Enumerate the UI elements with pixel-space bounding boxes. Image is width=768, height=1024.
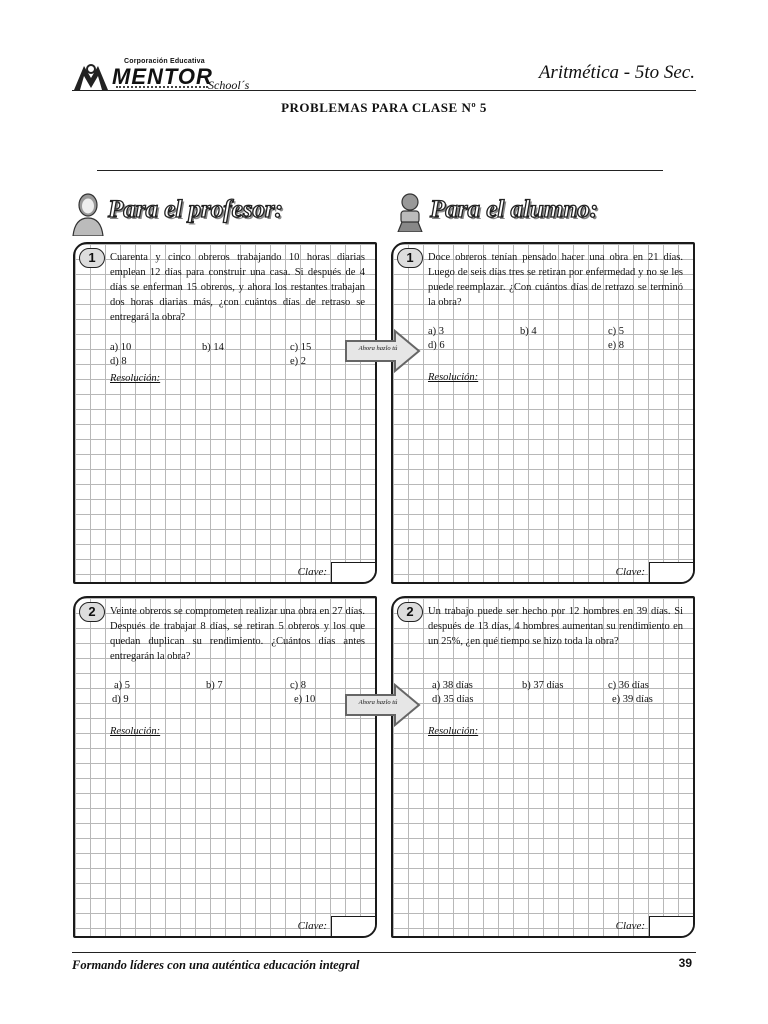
page-title: PROBLEMAS PARA CLASE Nº 5 [281, 100, 487, 115]
problem-options [110, 678, 365, 708]
option-d: d) 35 días [432, 694, 474, 705]
option-e: e) 8 [608, 340, 625, 351]
problem-box-student-2 [391, 596, 695, 938]
problem-question: Doce obreros tenían pensado hacer una obra en 21 días. Luego de seis días tres se retiran por enfermedad y no se les puede reemplazar. ¿Con cuántos días de retrazo se terminó la obra? [428, 252, 683, 308]
option-e: e) 2 [290, 356, 307, 367]
option-b: b) 37 días [522, 680, 564, 691]
problem-number: 2 [79, 602, 105, 622]
problem-question: Veinte obreros se comprometen realizar una obra en 27 días. Después de trabajar 8 días, se retiran 5 obreros y los que quedan duplican su rendimiento. ¿Cuántos días antes entregarán la obra? [110, 606, 365, 662]
answer-key-field[interactable] [649, 916, 695, 938]
logo-main-text: MENTOR [112, 64, 213, 89]
footer-divider [72, 952, 696, 953]
problem-box-teacher-2 [73, 596, 377, 938]
logo-dots [116, 86, 208, 88]
problem-number: 1 [79, 248, 105, 268]
answer-key-label: Clave: [297, 920, 327, 932]
subject-title: Aritmética - 5to Sec. [538, 62, 695, 83]
try-it-arrow [345, 683, 421, 727]
problem-options [428, 678, 683, 708]
student-banner-label: Para el alumno: [430, 196, 599, 223]
answer-key-label: Clave: [615, 566, 645, 578]
resolution-label: Resolución: [110, 373, 161, 384]
option-b: b) 4 [520, 326, 537, 337]
footer-motto: Formando líderes con una auténtica educación integral [72, 958, 360, 972]
option-b: b) 7 [206, 680, 223, 691]
arrow-label: Ahora hazlo tú [358, 699, 398, 706]
title-underline [97, 170, 663, 171]
logo-script-text: School´s [208, 78, 250, 92]
problem-question: Cuarenta y cinco obreros trabajando 10 horas diarias emplean 12 días para construir una casa. Si después de 4 días se enferman 15 obreros, y ahora los restantes trabajan dos horas diarias más, ¿con cuántos días de retraso se entregará la obra? [110, 252, 365, 323]
option-e: e) 39 días [612, 694, 653, 705]
student-avatar-icon [394, 192, 426, 232]
option-a: a) 5 [114, 680, 131, 691]
option-e: e) 10 [294, 694, 316, 705]
option-d: d) 6 [428, 340, 445, 351]
problem-question: Un trabajo puede ser hecho por 12 hombres en 39 días. Si después de 13 días, 4 hombres aumentan su rendimiento en un 25%, ¿en qué tiempo se hizo toda la obra? [428, 606, 683, 647]
try-it-arrow [345, 329, 421, 373]
logo-small-text: Corporación Educativa [124, 58, 205, 65]
answer-key-label: Clave: [615, 920, 645, 932]
option-d: d) 8 [110, 356, 127, 367]
student-banner [392, 192, 632, 236]
option-c: c) 5 [608, 326, 625, 337]
resolution-label: Resolución: [428, 726, 479, 737]
problem-options [428, 324, 683, 354]
problem-number: 2 [397, 602, 423, 622]
answer-key-field[interactable] [331, 562, 377, 584]
page-number: 39 [678, 956, 692, 970]
problem-options [110, 340, 365, 370]
answer-key-label: Clave: [297, 566, 327, 578]
answer-key-field[interactable] [649, 562, 695, 584]
teacher-banner-label: Para el profesor: [108, 196, 283, 223]
option-c: c) 8 [290, 680, 307, 691]
problem-number: 1 [397, 248, 423, 268]
problem-box-student-1 [391, 242, 695, 584]
option-a: a) 38 días [432, 680, 473, 691]
arrow-label: Ahora hazlo tú [358, 345, 398, 352]
problem-box-teacher-1 [73, 242, 377, 584]
resolution-label: Resolución: [110, 726, 161, 737]
teacher-banner [70, 192, 310, 236]
answer-key-field[interactable] [331, 916, 377, 938]
resolution-label: Resolución: [428, 372, 479, 383]
option-b: b) 14 [202, 342, 224, 353]
option-a: a) 10 [110, 342, 132, 353]
option-a: a) 3 [428, 326, 445, 337]
mentor-logo [72, 58, 272, 94]
logo-emblem-icon [72, 62, 110, 92]
option-d: d) 9 [112, 694, 129, 705]
option-c: c) 36 días [608, 680, 649, 691]
option-c: c) 15 [290, 342, 312, 353]
teacher-avatar-icon [70, 192, 106, 236]
header-divider [72, 90, 696, 91]
